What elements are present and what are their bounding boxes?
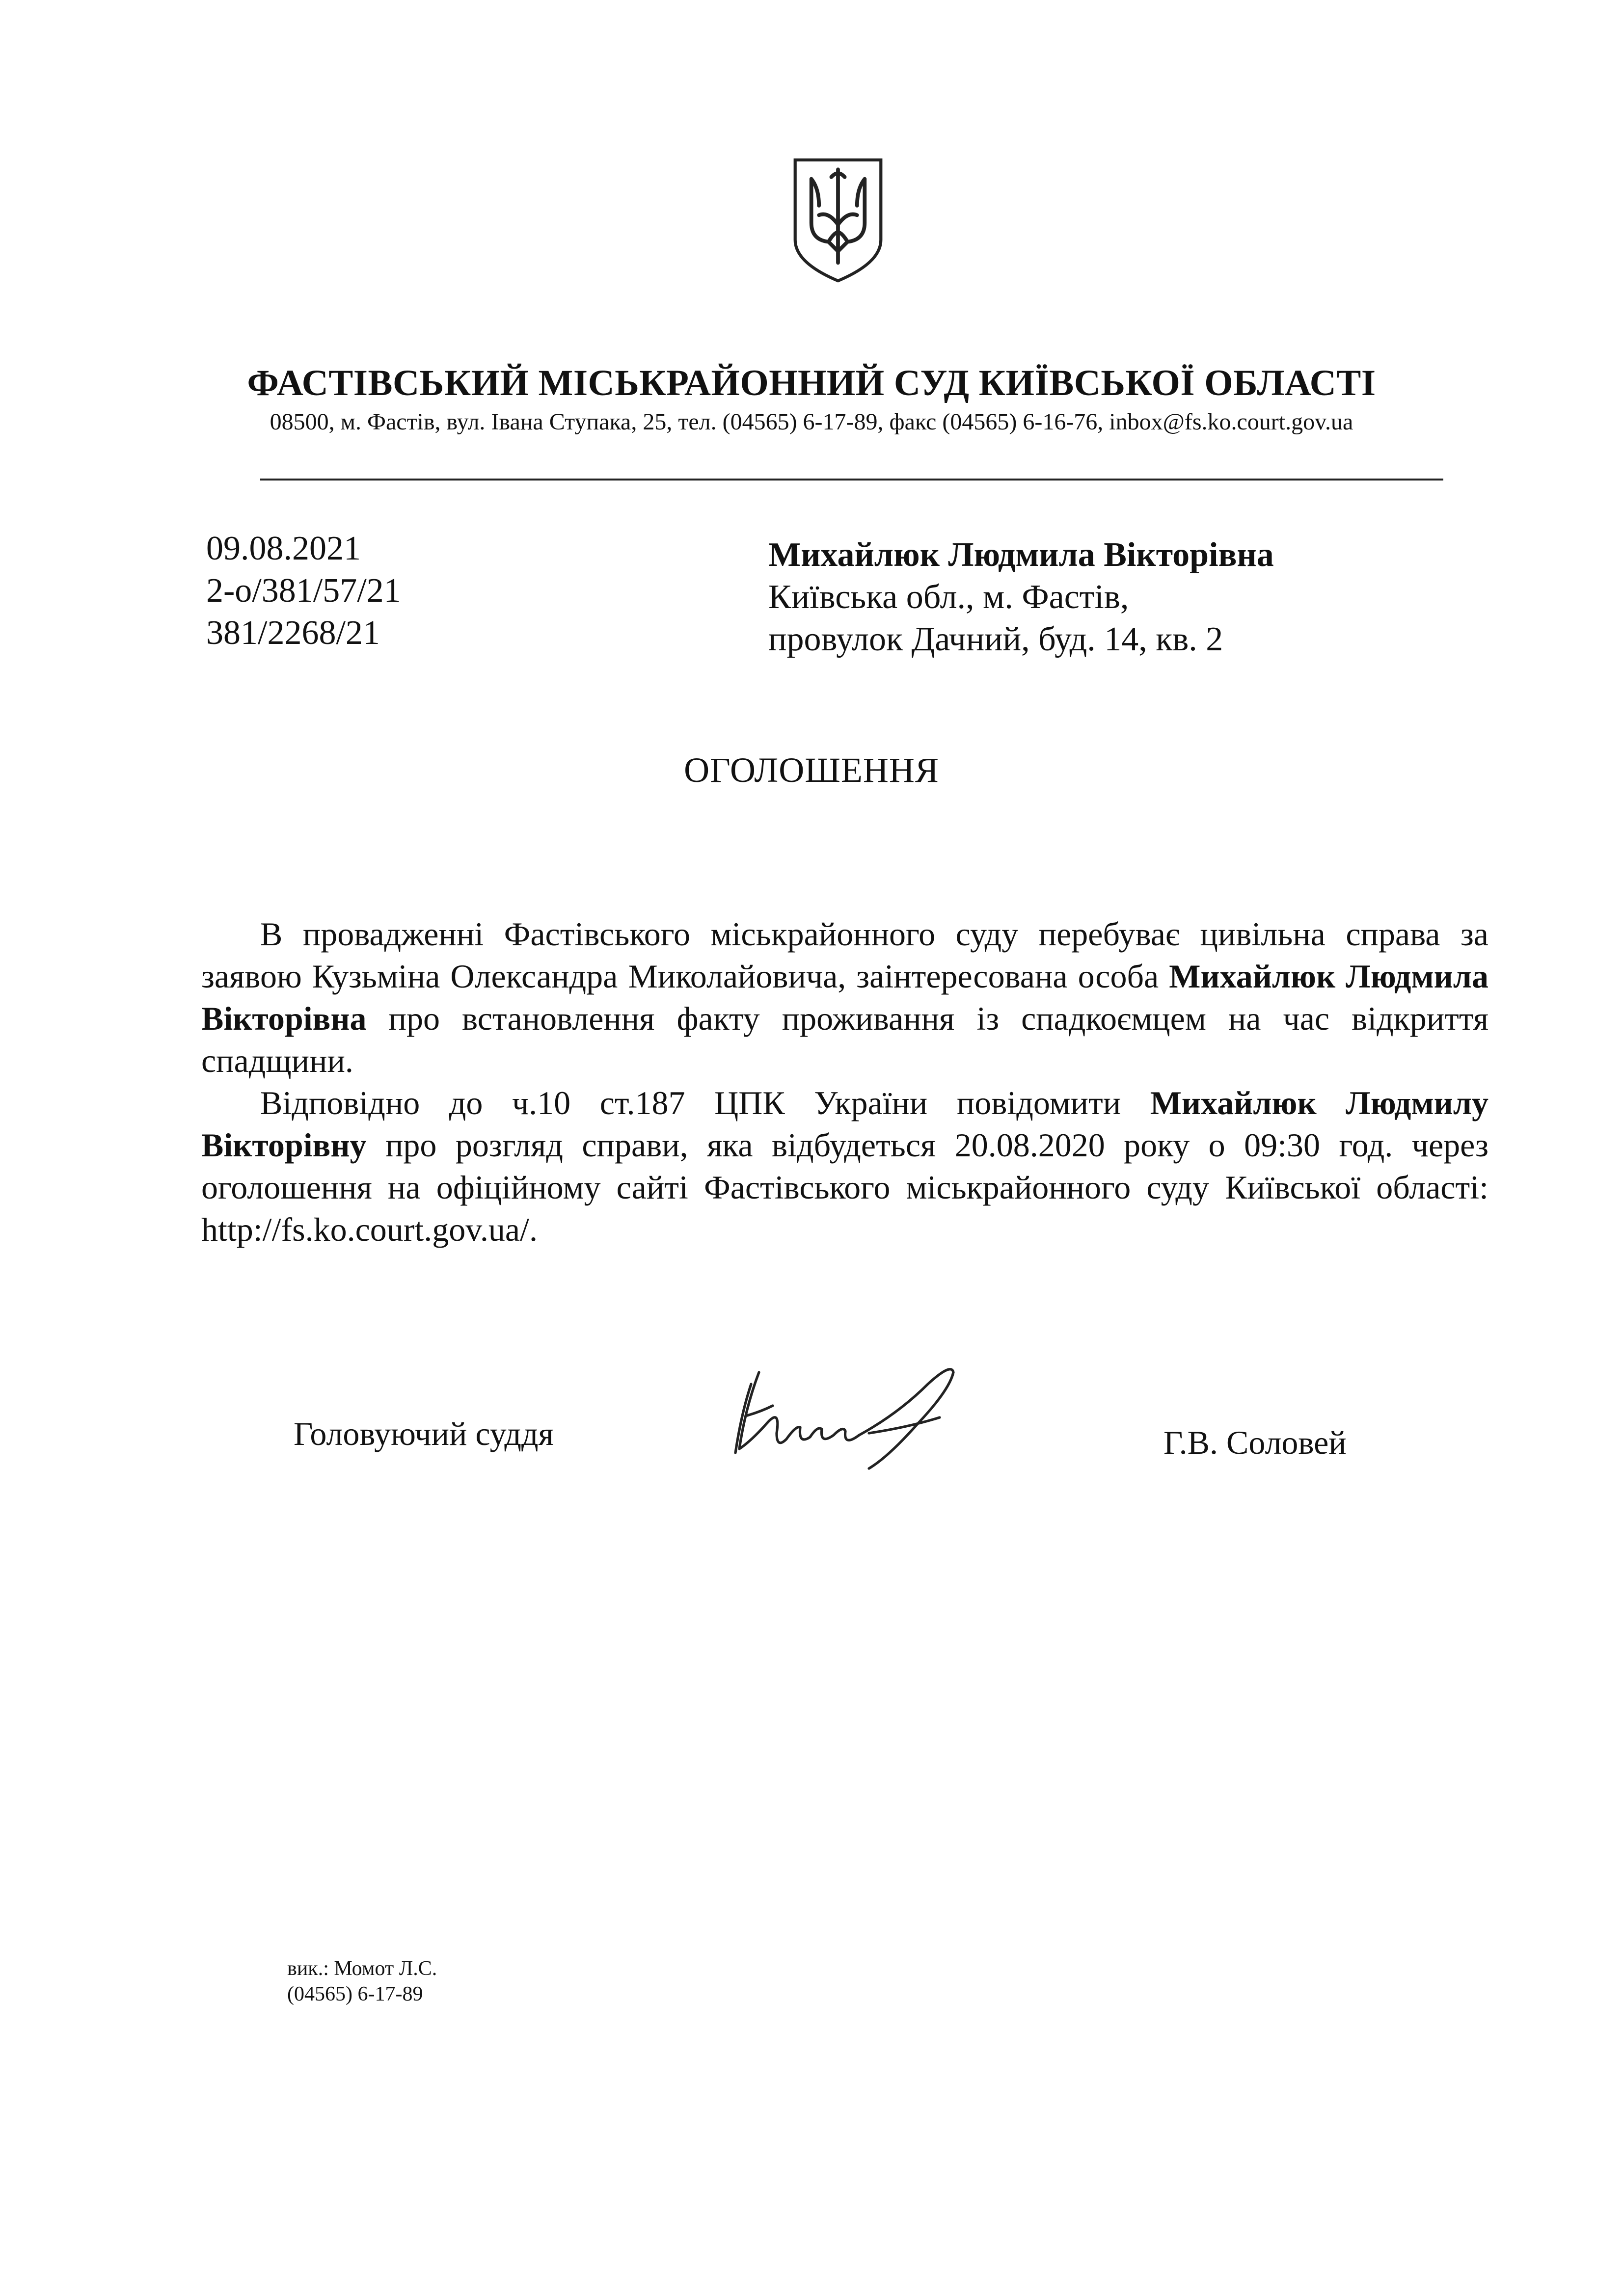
document-title: ОГОЛОШЕННЯ — [684, 750, 939, 790]
p1-text-end: про встановлення факту проживання із спадкоємцем на час відкриття спадщини. — [201, 1000, 1488, 1079]
paragraph-1 — [201, 913, 1488, 1082]
document-meta — [206, 528, 401, 654]
document-date: 09.08.2021 — [206, 530, 361, 567]
paragraph-2 — [201, 1082, 1488, 1251]
p2-text-start: Відповідно до ч.10 ст.187 ЦПК України повідомити — [260, 1084, 1150, 1121]
case-number: 2-о/381/57/21 — [206, 572, 401, 610]
signatory-role: Головуючий суддя — [294, 1415, 554, 1452]
p2-interested-person: Михайлюк Людмилу Вікторівну — [201, 1084, 1488, 1164]
announcement-body — [201, 913, 1488, 1251]
court-name: ФАСТІВСЬКИЙ МІСЬКРАЙОННИЙ СУД КИЇВСЬКОЇ ОБЛАСТІ — [247, 363, 1376, 403]
p1-interested-person: Михайлюк Людмила Вікторівна — [201, 958, 1488, 1037]
signatory-name: Г.В. Соловей — [1163, 1424, 1347, 1461]
recipient-name: Михайлюк Людмила Вікторівна — [768, 536, 1274, 574]
p2-text-end: про розгляд справи, яка відбудеться 20.08.2020 року о 09:30 год. через оголошення на офіційному сайті Фастівського міськрайонного суду Київської області: http://fs.ko.court.gov.ua/. — [201, 1126, 1488, 1248]
executor-name: вик.: Момот Л.С. — [287, 1957, 437, 1980]
recipient-block — [768, 534, 1274, 661]
recipient-address-line2: провулок Дачний, буд. 14, кв. 2 — [768, 620, 1223, 658]
executor-phone: (04565) 6-17-89 — [287, 1983, 423, 2005]
file-number: 381/2268/21 — [206, 614, 380, 652]
coat-of-arms-trident-icon — [790, 156, 886, 285]
p1-text-start: В провадженні Фастівського міськрайонного суду перебуває цивільна справа за заявою Кузьміна Олександра Миколайовича, заінтересована особа — [201, 915, 1488, 995]
header-divider — [260, 479, 1443, 481]
court-address: 08500, м. Фастів, вул. Івана Ступака, 25, тел. (04565) 6-17-89, факс (04565) 6-16-76, inbox@fs.ko.court.gov.ua — [270, 409, 1353, 435]
recipient-address-line1: Київська обл., м. Фастів, — [768, 578, 1129, 616]
handwritten-signature — [722, 1355, 997, 1472]
executor-info — [287, 1956, 437, 2007]
